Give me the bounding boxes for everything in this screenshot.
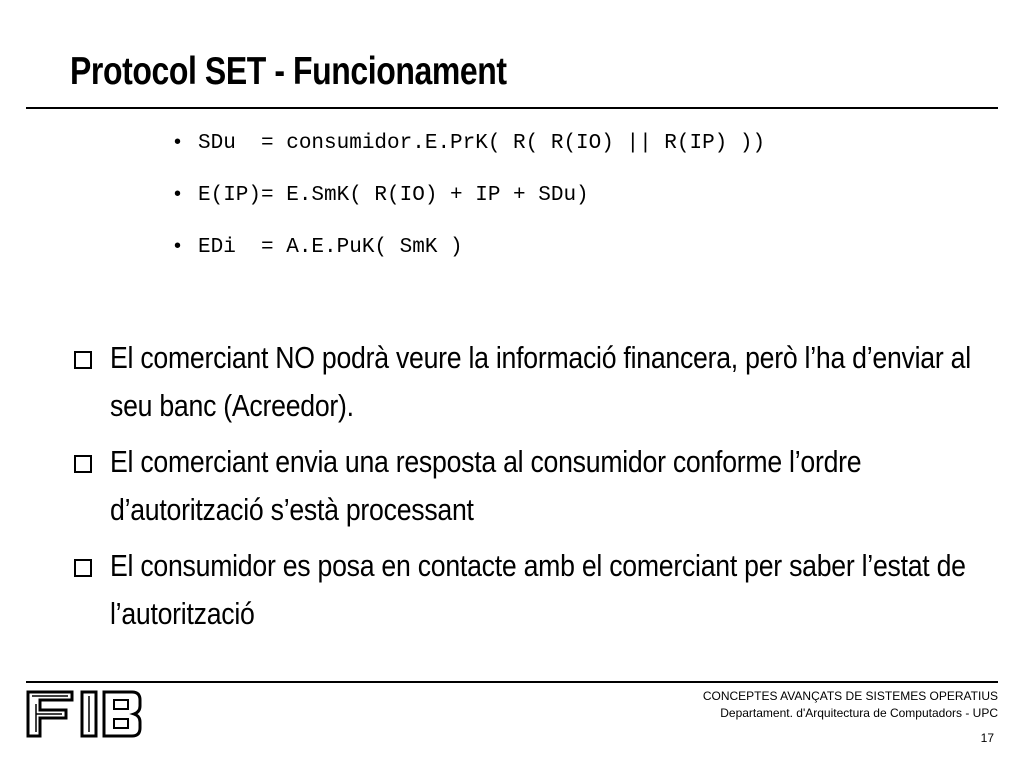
code-line-text: E(IP)= E.SmK( R(IO) + IP + SDu) (198, 184, 589, 207)
bullet-dot: • (174, 183, 182, 205)
fib-logo (26, 686, 142, 745)
fib-logo-icon (26, 686, 142, 740)
bullet-point (70, 438, 970, 534)
checkbox-bullet-icon (74, 455, 92, 473)
footer-info (703, 688, 998, 722)
code-line (174, 235, 765, 287)
title-divider (26, 107, 998, 109)
bullet-point-text: El comerciant envia una resposta al consumidor conforme l’ordre d’autorització s’està processant (110, 444, 862, 527)
bullet-dot: • (174, 131, 182, 153)
bullet-point-text: El comerciant NO podrà veure la informació financera, però l’ha d’enviar al seu banc (Acreedor). (110, 340, 971, 423)
checkbox-bullet-icon (74, 351, 92, 369)
code-line (174, 131, 765, 183)
slide-title: Protocol SET - Funcionament (70, 50, 507, 93)
bullet-dot: • (174, 235, 182, 257)
bullet-points (70, 334, 970, 646)
code-list (174, 131, 765, 287)
bullet-point-text: El consumidor es posa en contacte amb el comerciant per saber l’estat de l’autorització (110, 548, 966, 631)
footer-divider (26, 681, 998, 683)
checkbox-bullet-icon (74, 559, 92, 577)
department-name: Departament. d'Arquitectura de Computadors - UPC (720, 706, 998, 720)
code-line-text: EDi = A.E.PuK( SmK ) (198, 236, 463, 259)
code-line-text: SDu = consumidor.E.PrK( R( R(IO) || R(IP) )) (198, 132, 766, 155)
bullet-point (70, 542, 970, 638)
code-line (174, 183, 765, 235)
bullet-point (70, 334, 970, 430)
course-name: CONCEPTES AVANÇATS DE SISTEMES OPERATIUS (702, 689, 998, 703)
page-number: 17 (980, 731, 994, 745)
